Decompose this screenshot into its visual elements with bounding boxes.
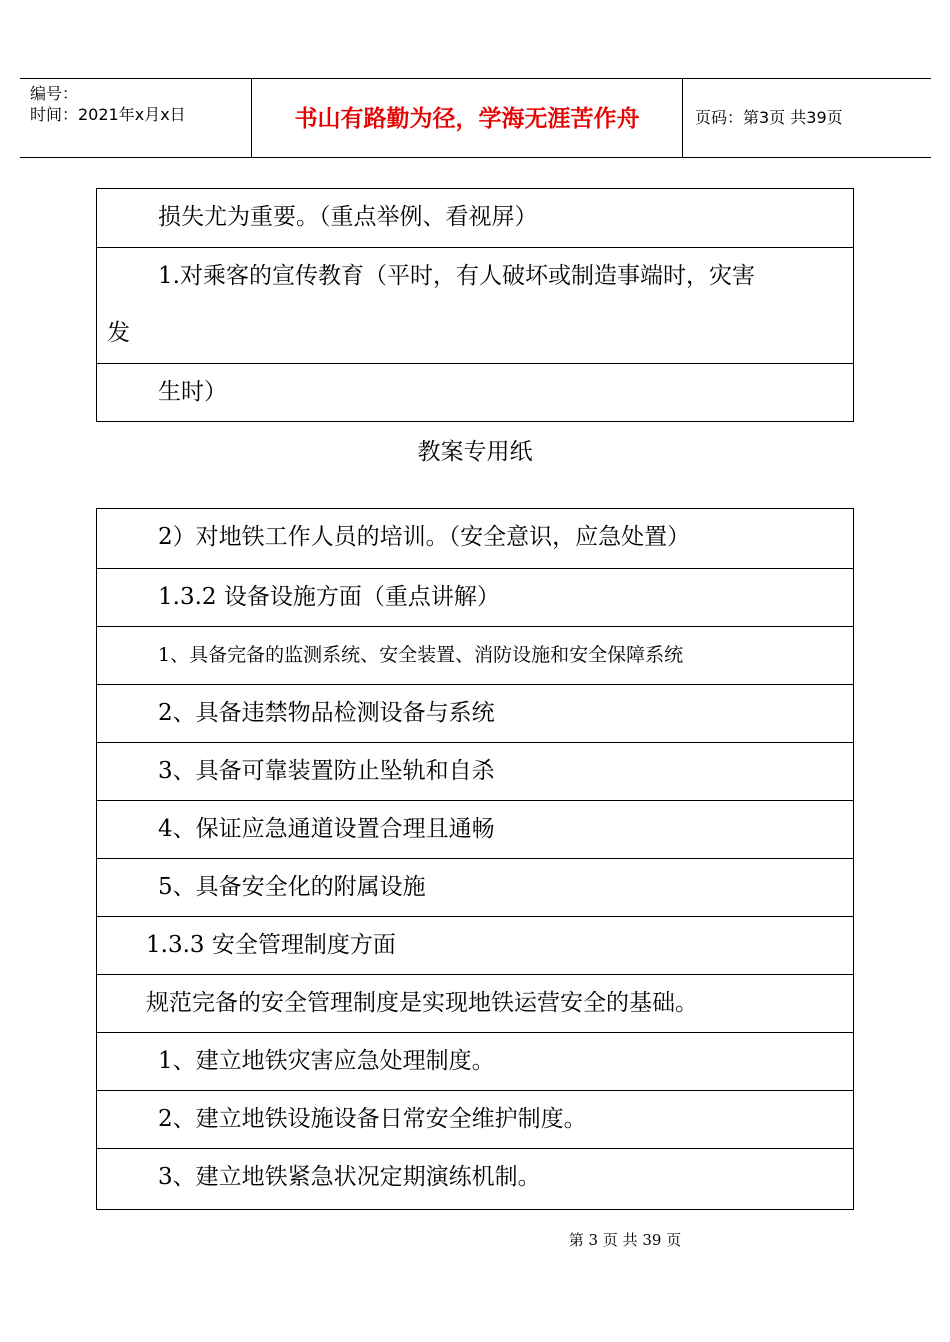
row-text: 4、保证应急通道设置合理且通畅 — [158, 816, 495, 842]
table-row — [97, 189, 853, 247]
table-row — [97, 858, 853, 916]
page-footer: 第 3 页 共 39 页 — [568, 1231, 682, 1249]
doc-number-label: 编号： — [30, 84, 79, 103]
table-row — [97, 1148, 853, 1207]
table-row — [97, 1032, 853, 1090]
lesson-table-2 — [96, 508, 854, 1210]
table-row — [97, 742, 853, 800]
row-text: 1、建立地铁灾害应急处理制度。 — [158, 1048, 495, 1074]
table-row — [97, 684, 853, 742]
row-text: 1.对乘客的宣传教育（平时，有人破坏或制造事端时，灾害 — [158, 263, 755, 289]
table-row — [97, 916, 853, 974]
row-text: 3、建立地铁紧急状况定期演练机制。 — [158, 1164, 541, 1190]
motto-text: 书山有路勤为径，学海无涯苦作舟 — [294, 106, 640, 132]
page-header — [20, 78, 931, 158]
row-text: 损失尤为重要。（重点举例、看视屏） — [158, 204, 538, 230]
table-row — [97, 509, 853, 568]
table-row — [97, 1090, 853, 1148]
time-label: 时间：2021年x月x日 — [30, 105, 186, 124]
page-info: 页码：第3页 共39页 — [695, 108, 843, 127]
row-text: 生时） — [158, 379, 227, 405]
table-row — [97, 974, 853, 1032]
row-text: 5、具备安全化的附属设施 — [158, 874, 426, 900]
row-text: 3、具备可靠装置防止坠轨和自杀 — [158, 758, 495, 784]
page-caption: 教案专用纸 — [417, 439, 533, 465]
lesson-table-1 — [96, 188, 854, 422]
row-text: 1.3.2 设备设施方面（重点讲解） — [158, 584, 500, 610]
row-text: 1、具备完备的监测系统、安全装置、消防设施和安全保障系统 — [158, 644, 684, 666]
table-row — [97, 626, 853, 684]
header-motto-cell — [252, 79, 683, 157]
row-text-continued: 发 — [107, 320, 130, 346]
header-page-cell — [683, 79, 931, 157]
table-row — [97, 568, 853, 626]
header-meta-cell — [20, 79, 252, 157]
table-row — [97, 247, 853, 363]
row-text: 2、具备违禁物品检测设备与系统 — [158, 700, 495, 726]
row-text: 2、建立地铁设施设备日常安全维护制度。 — [158, 1106, 587, 1132]
table-row — [97, 363, 853, 421]
table-row — [97, 800, 853, 858]
row-text: 规范完备的安全管理制度是实现地铁运营安全的基础。 — [146, 990, 698, 1016]
row-text: 2）对地铁工作人员的培训。（安全意识，应急处置） — [158, 524, 691, 550]
row-text: 1.3.3 安全管理制度方面 — [146, 932, 396, 958]
